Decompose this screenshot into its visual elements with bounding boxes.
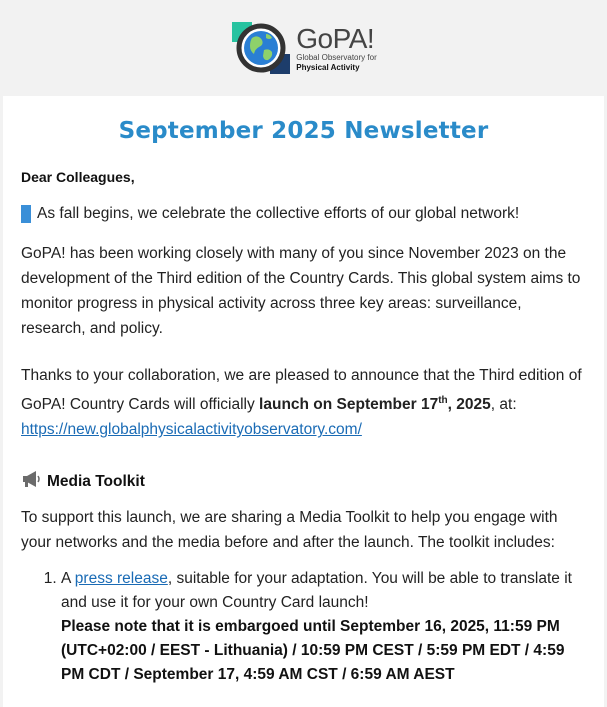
megaphone-icon [21,470,41,493]
intro-text: As fall begins, we celebrate the collective efforts of our global network! [37,205,520,222]
gopa-logo[interactable] [230,20,376,76]
launch-text-end: , at: [490,396,517,414]
brand-subtitle-bold: Physical Activity [296,63,360,72]
paragraph-toolkit: To support this launch, we are sharing a Media Toolkit to help you engage with your networks and the media before and after the launch. The toolkit includes: [21,509,558,552]
toolkit-list [21,567,586,687]
media-toolkit-heading [21,470,586,493]
paragraph-launch [21,363,586,442]
embargo-notice: Please note that it is embargoed until September 16, 2025, 11:59 PM (UTC+02:00 / EEST - Lithuania) / 10:59 PM CEST / 5:59 PM EDT / 4:59 PM CDT / September 17, 4:59 AM CST / 6:59 AM AEST [61,618,565,684]
blue-bar-icon [21,205,31,223]
press-release-link[interactable]: press release [74,570,168,588]
list-item: 1. A press release, suitable for your adaptation. You will be able to translate it and use it for your own Country Card launch! Please note that it is embargoed until September 16, 2025, 11:59 PM (UTC+02:00 / EEST - Lithuania) / 10:59 PM CEST / 5:59 PM EDT / 4:59 PM CDT / September 17, 4:59 AM CST / 6:59 AM AEST [61,567,586,687]
launch-date: launch on September 17th, 2025 [259,395,491,414]
intro-line [21,201,586,226]
globe-icon [230,20,292,76]
paragraph-country-cards: GoPA! has been working closely with many of you since November 2023 on the development of the Third edition of the Country Cards. This global system aims to monitor progress in physical activity across three key areas: surveillance, research, and policy. [21,245,581,337]
media-toolkit-title: Media Toolkit [47,472,145,490]
newsletter-header [0,0,607,96]
launch-text: Thanks to your collaboration, we are pleased to announce that the Third edition of GoPA! Country Cards will officially [21,367,582,414]
newsletter-body [3,96,604,707]
brand-subtitle: Global Observatory for [296,53,377,62]
newsletter-title: September 2025 Newsletter [118,118,489,144]
greeting: Dear Colleagues, [21,169,135,185]
brand-name: GoPA! [296,23,375,54]
observatory-link[interactable]: https://new.globalphysicalactivityobservatory.com/ [21,421,362,439]
